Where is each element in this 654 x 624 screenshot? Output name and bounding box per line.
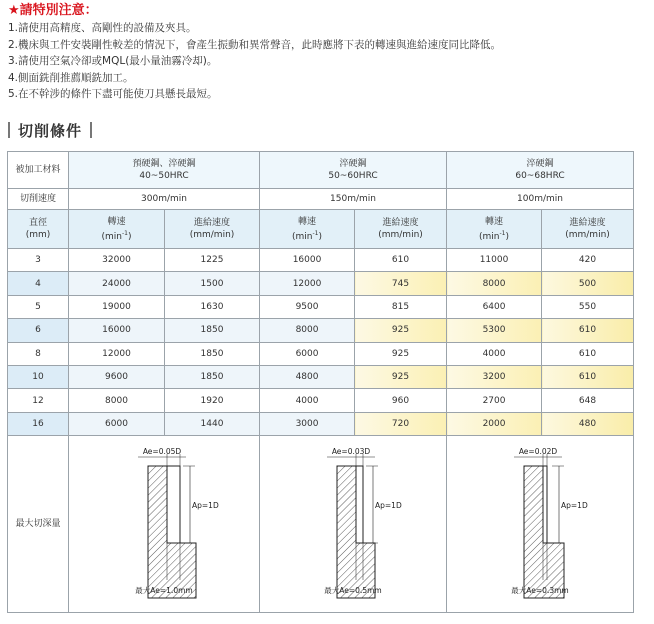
rpm-cell: 8000 <box>69 389 165 412</box>
material-name: 淬硬鋼 <box>339 159 367 169</box>
rpm-cell: 9500 <box>260 295 355 318</box>
ap-label: Ap=1D <box>192 500 219 510</box>
ae-label: Ae=0.03D <box>331 446 371 456</box>
ae-label: Ae=0.02D <box>518 446 558 456</box>
notice-line-5: 5.在不幹涉的條件下盡可能使刀具懸長最短。 <box>8 88 218 100</box>
feed-cell: 1630 <box>165 295 260 318</box>
diameter-cell: 6 <box>8 319 69 342</box>
table-row <box>8 389 634 412</box>
feed-cell: 480 <box>542 412 634 435</box>
cut-region <box>543 466 547 543</box>
material-header-2 <box>260 152 447 189</box>
feed-label: 進給速度 <box>382 218 419 228</box>
table-row <box>8 295 634 318</box>
material-name: 預硬鋼、淬硬鋼 <box>132 159 196 169</box>
rpm-cell: 2000 <box>447 412 542 435</box>
rpm-header <box>69 210 165 249</box>
speed-value: 150m/min <box>260 189 447 210</box>
feed-label: 進給速度 <box>569 218 606 228</box>
rpm-header <box>260 210 355 249</box>
speed-value: 300m/min <box>69 189 260 210</box>
ap-label: Ap=1D <box>561 500 588 510</box>
table-row <box>8 272 634 295</box>
rpm-cell: 11000 <box>447 249 542 272</box>
diameter-cell: 16 <box>8 412 69 435</box>
diameter-cell: 5 <box>8 295 69 318</box>
rpm-cell: 2700 <box>447 389 542 412</box>
rpm-cell: 8000 <box>447 272 542 295</box>
table-row <box>8 412 634 435</box>
feed-cell: 960 <box>355 389 447 412</box>
max-ae-label: 最大Ae=0.3mm <box>511 585 569 595</box>
material-header-3 <box>447 152 634 189</box>
rpm-cell: 12000 <box>260 272 355 295</box>
heading-bar-left <box>8 122 10 138</box>
feed-cell: 720 <box>355 412 447 435</box>
diameter-label: 直徑 <box>28 218 47 228</box>
feed-cell: 1225 <box>165 249 260 272</box>
notice-block <box>8 2 648 103</box>
feed-cell: 610 <box>542 365 634 388</box>
table-row <box>8 249 634 272</box>
speed-value: 100m/min <box>447 189 634 210</box>
cutting-conditions-table <box>7 151 634 613</box>
material-header-row <box>8 152 634 189</box>
rpm-cell: 6000 <box>69 412 165 435</box>
material-name: 淬硬鋼 <box>526 159 554 169</box>
feed-cell: 1850 <box>165 365 260 388</box>
ap-label: Ap=1D <box>375 500 402 510</box>
feed-cell: 925 <box>355 342 447 365</box>
rpm-cell: 6400 <box>447 295 542 318</box>
diameter-unit: (mm) <box>25 230 51 240</box>
feed-unit: (mm/min) <box>189 230 235 240</box>
depth-diagram-cell <box>447 436 634 613</box>
section-title: 切削條件 <box>18 121 83 140</box>
feed-cell: 610 <box>542 342 634 365</box>
rpm-cell: 3200 <box>447 365 542 388</box>
rpm-cell: 24000 <box>69 272 165 295</box>
table-row <box>8 319 634 342</box>
depth-diagram-3 <box>480 440 600 605</box>
heading-bar-right <box>90 122 92 138</box>
section-heading <box>8 118 92 142</box>
rpm-unit: $(\min^{-1})$ <box>292 229 322 242</box>
feed-cell: 1850 <box>165 342 260 365</box>
material-label: 被加工材料 <box>8 152 69 189</box>
diameter-cell: 10 <box>8 365 69 388</box>
rpm-unit: $(\min^{-1})$ <box>101 229 132 242</box>
diameter-cell: 12 <box>8 389 69 412</box>
notice-line-2: 2.機床與工件安裝剛性較差的情況下，會產生振動和異常聲音，此時應將下表的轉速與進給速度同比降低。 <box>8 38 502 51</box>
speed-label: 切削速度 <box>8 189 69 210</box>
rpm-header <box>447 210 542 249</box>
rpm-cell: 3000 <box>260 412 355 435</box>
notice-title: ★請特別注意： <box>8 3 98 18</box>
feed-cell: 648 <box>542 389 634 412</box>
rpm-cell: 8000 <box>260 319 355 342</box>
material-header-1 <box>69 152 260 189</box>
notice-line-4: 4.側面銑削推薦順銑加工。 <box>8 71 134 84</box>
feed-cell: 1500 <box>165 272 260 295</box>
rpm-cell: 9600 <box>69 365 165 388</box>
material-hardness: 60~68HRC <box>515 171 565 181</box>
feed-header <box>165 210 260 249</box>
diameter-cell: 8 <box>8 342 69 365</box>
depth-diagram-2 <box>293 440 413 605</box>
feed-unit: (mm/min) <box>378 230 423 240</box>
diameter-cell: 3 <box>8 249 69 272</box>
feed-cell: 610 <box>355 249 447 272</box>
feed-cell: 1850 <box>165 319 260 342</box>
feed-label: 進給速度 <box>194 218 231 228</box>
cut-region <box>356 466 363 543</box>
rpm-label: 轉速 <box>298 216 317 227</box>
max-depth-row <box>8 436 634 613</box>
feed-cell: 500 <box>542 272 634 295</box>
rpm-cell: 6000 <box>260 342 355 365</box>
feed-cell: 925 <box>355 365 447 388</box>
rpm-cell: 4800 <box>260 365 355 388</box>
feed-cell: 1440 <box>165 412 260 435</box>
rpm-cell: 16000 <box>69 319 165 342</box>
rpm-label: 轉速 <box>107 216 126 227</box>
feed-unit: (mm/min) <box>565 230 610 240</box>
ae-label: Ae=0.05D <box>142 446 182 456</box>
notice-line-1: 1.請使用高精度、高剛性的設備及夾具。 <box>8 22 197 34</box>
rpm-cell: 12000 <box>69 342 165 365</box>
diameter-header <box>8 210 69 249</box>
diameter-cell: 4 <box>8 272 69 295</box>
rpm-cell: 19000 <box>69 295 165 318</box>
feed-cell: 550 <box>542 295 634 318</box>
rpm-cell: 16000 <box>260 249 355 272</box>
rpm-unit: $(\min^{-1})$ <box>479 229 509 242</box>
cut-region <box>167 466 180 543</box>
feed-cell: 420 <box>542 249 634 272</box>
feed-cell: 815 <box>355 295 447 318</box>
cutting-speed-row <box>8 189 634 210</box>
feed-header <box>542 210 634 249</box>
notice-line-3: 3.請使用空氣冷卻或MQL(最小量油霧冷却)。 <box>8 55 218 67</box>
table-row <box>8 342 634 365</box>
feed-cell: 1920 <box>165 389 260 412</box>
table-row <box>8 365 634 388</box>
rpm-label: 轉速 <box>485 216 504 227</box>
max-depth-label: 最大切深量 <box>8 436 69 613</box>
feed-cell: 745 <box>355 272 447 295</box>
feed-cell: 610 <box>542 319 634 342</box>
rpm-cell: 32000 <box>69 249 165 272</box>
material-hardness: 40~50HRC <box>139 171 189 181</box>
rpm-cell: 4000 <box>447 342 542 365</box>
feed-cell: 925 <box>355 319 447 342</box>
depth-diagram-cell <box>69 436 260 613</box>
max-ae-label: 最大Ae=1.0mm <box>135 585 193 595</box>
column-header-row <box>8 210 634 249</box>
max-ae-label: 最大Ae=0.5mm <box>324 585 382 595</box>
material-hardness: 50~60HRC <box>328 171 378 181</box>
rpm-cell: 5300 <box>447 319 542 342</box>
depth-diagram-cell <box>260 436 447 613</box>
depth-diagram-1 <box>104 440 224 605</box>
rpm-cell: 4000 <box>260 389 355 412</box>
feed-header <box>355 210 447 249</box>
